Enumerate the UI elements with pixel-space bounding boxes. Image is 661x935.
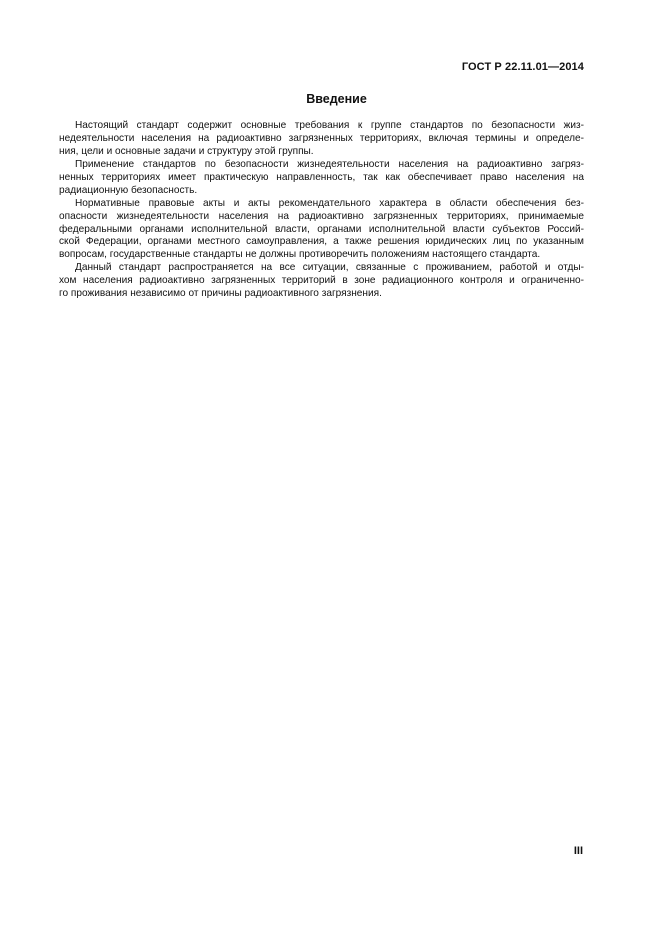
paragraph-4-line-2: хом населения радиоактивно загрязненных территорий в зоне радиационного контроля и ограниченно-: [59, 275, 584, 287]
paragraph-2-line-3: радиационную безопасность.: [59, 184, 198, 196]
paragraph-3-line-3: федеральными органами исполнительной власти, органами исполнительной власти субъектов Россий-: [59, 223, 584, 235]
document-code: ГОСТ Р 22.11.01—2014: [461, 61, 584, 73]
paragraph-4-line-3: го проживания независимо от причины радиоактивного загрязнения.: [59, 288, 382, 300]
section-title: Введение: [306, 92, 367, 106]
paragraph-1-line-3: ния, цели и основные задачи и структуру этой группы.: [59, 145, 314, 157]
paragraph-4-line-1: Данный стандарт распространяется на все ситуации, связанные с проживанием, работой и отды-: [75, 262, 584, 274]
paragraph-3-line-5: вопросам, государственные стандарты не должны противоречить положениям настоящего стандарта.: [59, 249, 541, 261]
paragraph-1-line-1: Настоящий стандарт содержит основные требования к группе стандартов по безопасности жиз-: [75, 120, 584, 131]
paragraph-3-line-4: ской Федерации, органами местного самоуправления, а также решения юридических лиц по указанным: [59, 236, 584, 248]
paragraph-3-line-2: опасности жизнедеятельности населения на радиоактивно загрязненных территориях, принимаемые: [59, 210, 584, 222]
page-number: III: [573, 845, 583, 857]
paragraph-2-line-1: Применение стандартов по безопасности жизнедеятельности населения на радиоактивно загряз-: [75, 158, 584, 170]
paragraph-1-line-2: недеятельности населения на радиоактивно загрязненных территориях, включая термины и определе-: [59, 132, 584, 144]
paragraph-3-line-1: Нормативные правовые акты и акты рекомендательного характера в области обеспечения без-: [75, 197, 584, 209]
body-text: [59, 120, 584, 301]
paragraph-2-line-2: ненных территориях имеет практическую направленность, так как обеспечивает право населения на: [59, 171, 584, 183]
